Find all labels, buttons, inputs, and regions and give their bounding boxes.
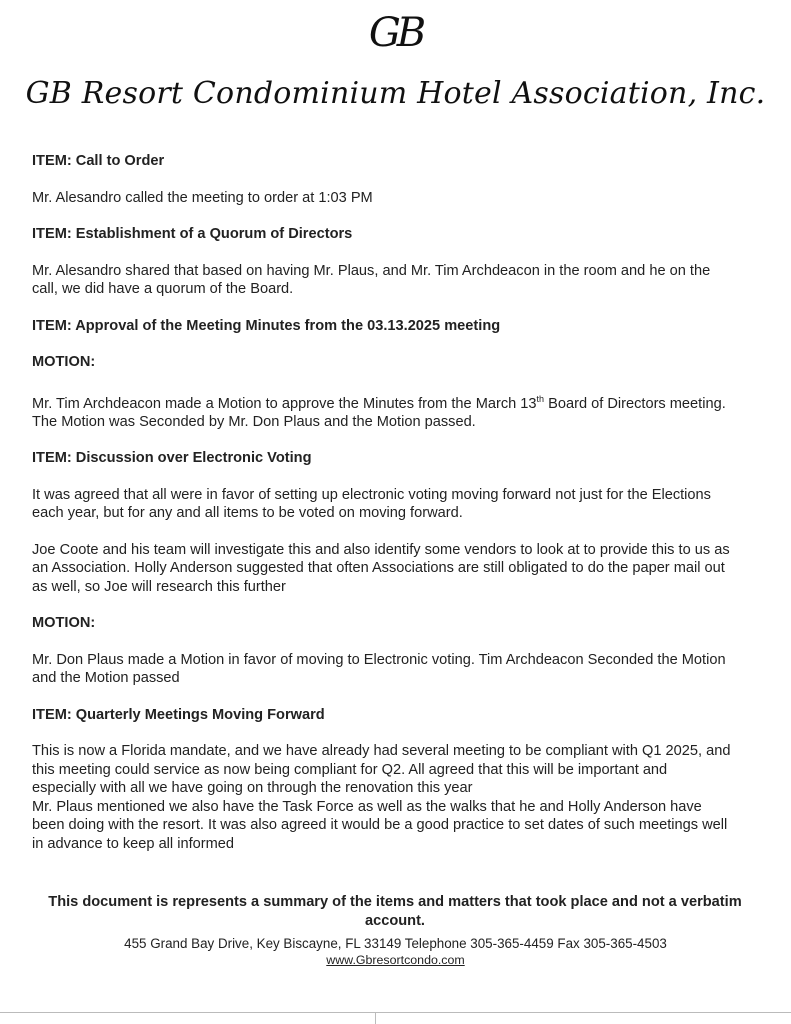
motion-text-approval [32, 390, 732, 432]
item-text-quarterly-meetings-2: Mr. Plaus mentioned we also have the Task Force as well as the walks that he and Holly Anderson have been doing with the resort. It was also agreed it would be a good practice to set dates of such meetings well in advance to keep all informed [32, 798, 728, 852]
item-heading-approval-minutes: ITEM: Approval of the Meeting Minutes from the 03.13.2025 meeting [32, 317, 501, 334]
monogram-logo: GB [368, 10, 423, 56]
item-text-call-to-order: Mr. Alesandro called the meeting to order at 1:03 PM [32, 189, 373, 206]
item-heading-call-to-order: ITEM: Call to Order [32, 153, 165, 169]
minutes-body [32, 152, 732, 853]
scan-edge-tick [375, 1012, 376, 1024]
item-text-quorum: Mr. Alesandro shared that based on having Mr. Plaus, and Mr. Tim Archdeacon in the room and he on the call, we did have a quorum of the Board. [32, 262, 711, 297]
motion-text-approval-end: Board of Directors meeting. The Motion was Seconded by Mr. Don Plaus and the Motion passed. [32, 395, 726, 430]
website-link[interactable]: www.Gbresortcondo.com [326, 953, 465, 967]
scan-edge-line [0, 1012, 791, 1013]
item-text-quarterly-meetings-1: This is now a Florida mandate, and we have already had several meeting to be compliant with Q1 2025, and this meeting could service as now being compliant for Q2. All agreed that this will be important and especially with all we have going on through the renovation this year [32, 743, 731, 797]
motion-text-approval-start: Mr. Tim Archdeacon made a Motion to approve the Minutes from the March 13 [32, 395, 537, 412]
item-heading-electronic-voting: ITEM: Discussion over Electronic Voting [32, 450, 312, 467]
item-text-electronic-voting-2: Joe Coote and his team will investigate this and also identify some vendors to look at to provide this to us as an Association. Holly Anderson suggested that often Associations are still obligated to do the paper mail out as well, so Joe will research this further [32, 541, 730, 595]
item-heading-quarterly-meetings: ITEM: Quarterly Meetings Moving Forward [32, 706, 325, 723]
motion-text-electronic-voting: Mr. Don Plaus made a Motion in favor of moving to Electronic voting. Tim Archdeacon Seconded the Motion and the Motion passed [32, 651, 726, 687]
summary-disclaimer: This document is represents a summary of the items and matters that took place and not a verbatim account. [48, 894, 742, 929]
item-text-electronic-voting-1: It was agreed that all were in favor of setting up electronic voting moving forward not just for the Elections each year, but for any and all items to be voted on moving forward. [32, 486, 711, 522]
organization-name: GB Resort Condominium Hotel Association, Inc. [25, 76, 766, 111]
footer-address: 455 Grand Bay Drive, Key Biscayne, FL 33149 Telephone 305-365-4459 Fax 305-365-4503 [124, 936, 667, 951]
motion-label-electronic-voting: MOTION: [32, 615, 96, 632]
motion-label-approval: MOTION: [32, 354, 96, 370]
item-heading-quorum: ITEM: Establishment of a Quorum of Directors [32, 226, 353, 242]
ordinal-suffix: th [536, 393, 545, 404]
